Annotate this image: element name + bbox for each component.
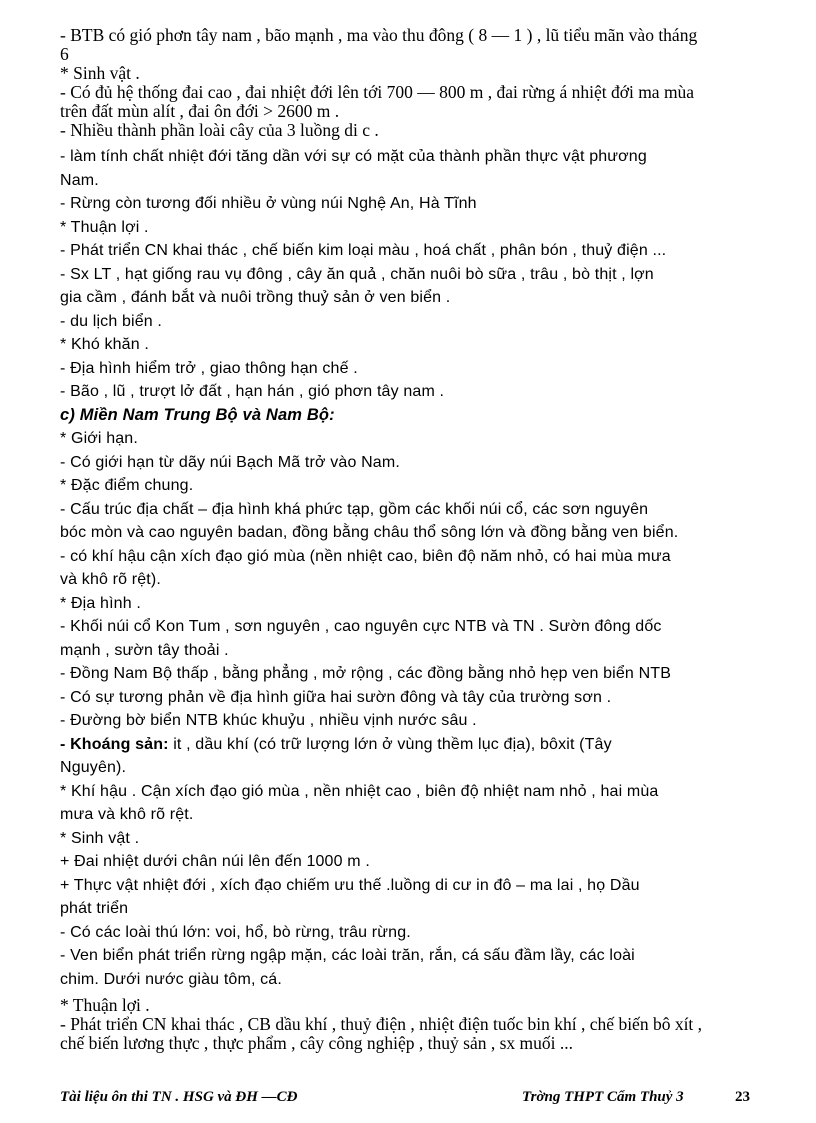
text-line: - Phát triển CN khai thác , CB dầu khí , thuỷ điện , nhiệt điện tuốc bin khí , chế biến bô xít , — [60, 1014, 703, 1034]
text-line: - Đồng Nam Bộ thấp , bằng phẳng , mở rộng , các đồng bằng nhỏ hẹp ven biển NTB — [60, 665, 672, 682]
text-line: - Đường bờ biển NTB khúc khuỷu , nhiều vịnh nước sâu . — [60, 712, 477, 729]
text-line: * Khí hậu . Cận xích đạo gió mùa , nền nhiệt cao , biên độ nhiệt nam nhỏ , hai mùa — [60, 782, 659, 800]
text-line: * Giới hạn. — [60, 430, 138, 447]
text-line: - Ven biển phát triển rừng ngập mặn, các loài trăn, rắn, cá sấu đầm lầy, các loài — [60, 947, 635, 964]
text-line: - Có giới hạn từ dãy núi Bạch Mã trở vào Nam. — [60, 453, 400, 471]
text-line: * Địa hình . — [60, 594, 141, 612]
text-line-mineral — [60, 733, 750, 757]
text-line: 6 — [60, 44, 69, 64]
text-line: * Đặc điểm chung. — [60, 477, 194, 494]
text-line: gia cầm , đánh bắt và nuôi trồng thuỷ sản ở ven biển . — [60, 289, 451, 306]
text-line: - có khí hậu cận xích đạo gió mùa (nền nhiệt cao, biên độ năm nhỏ, có hai mùa mưa — [60, 547, 671, 565]
text-line: * Khó khăn . — [60, 336, 149, 353]
section-heading: c) Miền Nam Trung Bộ và Nam Bộ: — [60, 405, 335, 424]
text-line: + Đai nhiệt dưới chân núi lên đến 1000 m . — [60, 853, 370, 870]
text-line: - Khối núi cổ Kon Tum , sơn nguyên , cao nguyên cực NTB và TN . Sườn đông dốc — [60, 618, 662, 635]
text-line: * Sinh vật . — [60, 829, 140, 847]
text-line: - Sx LT , hạt giống rau vụ đông , cây ăn quả , chăn nuôi bò sữa , trâu , bò thịt , lợn — [60, 265, 654, 283]
text-line: - Nhiều thành phần loài cây của 3 luồng di c . — [60, 120, 379, 140]
text-line: trên đất mùn alít , đai ôn đới > 2600 m . — [60, 101, 340, 121]
text-line: - Cấu trúc địa chất – địa hình khá phức tạp, gồm các khối núi cổ, các sơn nguyên — [60, 500, 649, 518]
text-line: - Bão , lũ , trượt lở đất , hạn hán , gió phơn tây nam . — [60, 383, 445, 400]
text-line: - du lịch biển . — [60, 312, 163, 330]
text-line: - làm tính chất nhiệt đới tăng dần với sự có mặt của thành phần thực vật phương — [60, 148, 647, 165]
text-line: Nam. — [60, 171, 99, 189]
text-line: phát triển — [60, 900, 129, 917]
text-line: chim. Dưới nước giàu tôm, cá. — [60, 970, 282, 988]
page-footer — [60, 1089, 750, 1109]
footer-school-text: Trờng THPT Cẩm Thuỷ 3 — [522, 1089, 684, 1105]
text-line: - Địa hình hiểm trở , giao thông hạn chế . — [60, 359, 358, 377]
text-line: - Phát triển CN khai thác , chế biến kim loại màu , hoá chất , phân bón , thuỷ điện ... — [60, 242, 667, 259]
text-line: + Thực vật nhiệt đới , xích đạo chiếm ưu thế .luồng di cư in đô – ma lai , họ Dầu — [60, 876, 640, 894]
minerals-text: it , dầu khí (có trữ lượng lớn ở vùng thềm lục địa), bôxit (Tây — [168, 735, 612, 753]
text-line: mưa và khô rõ rệt. — [60, 806, 194, 823]
text-line: * Sinh vật . — [60, 63, 140, 83]
text-line: bóc mòn và cao nguyên badan, đồng bằng châu thổ sông lớn và đồng bằng ven biển. — [60, 524, 679, 541]
text-line: và khô rõ rệt). — [60, 571, 161, 588]
text-line: Nguyên). — [60, 759, 127, 776]
minerals-label: - Khoáng sản: — [60, 735, 169, 753]
text-line: - Rừng còn tương đối nhiều ở vùng núi Nghệ An, Hà Tĩnh — [60, 195, 477, 212]
text-line: - Có đủ hệ thống đai cao , đai nhiệt đới lên tới 700 — 800 m , đai rừng á nhiệt đới ma mùa — [60, 82, 695, 102]
text-line: * Thuận lợi . — [60, 995, 150, 1015]
text-line: - Có các loài thú lớn: voi, hổ, bò rừng, trâu rừng. — [60, 923, 411, 941]
document-body — [60, 26, 750, 1053]
footer-left-text: Tài liệu ôn thi TN . HSG và ĐH —CĐ — [60, 1089, 298, 1105]
page-number: 23 — [735, 1089, 750, 1105]
text-line: mạnh , sườn tây thoải . — [60, 641, 229, 659]
text-line: - Có sự tương phản về địa hình giữa hai sườn đông và tây của trường sơn . — [60, 688, 612, 706]
text-line: * Thuận lợi . — [60, 218, 149, 236]
text-line: - BTB có gió phơn tây nam , bão mạnh , ma vào thu đông ( 8 — 1 ) , lũ tiểu mãn vào tháng — [60, 25, 698, 45]
text-line: chế biến lương thực , thực phẩm , cây công nghiệp , thuỷ sản , sx muối ... — [60, 1033, 574, 1053]
